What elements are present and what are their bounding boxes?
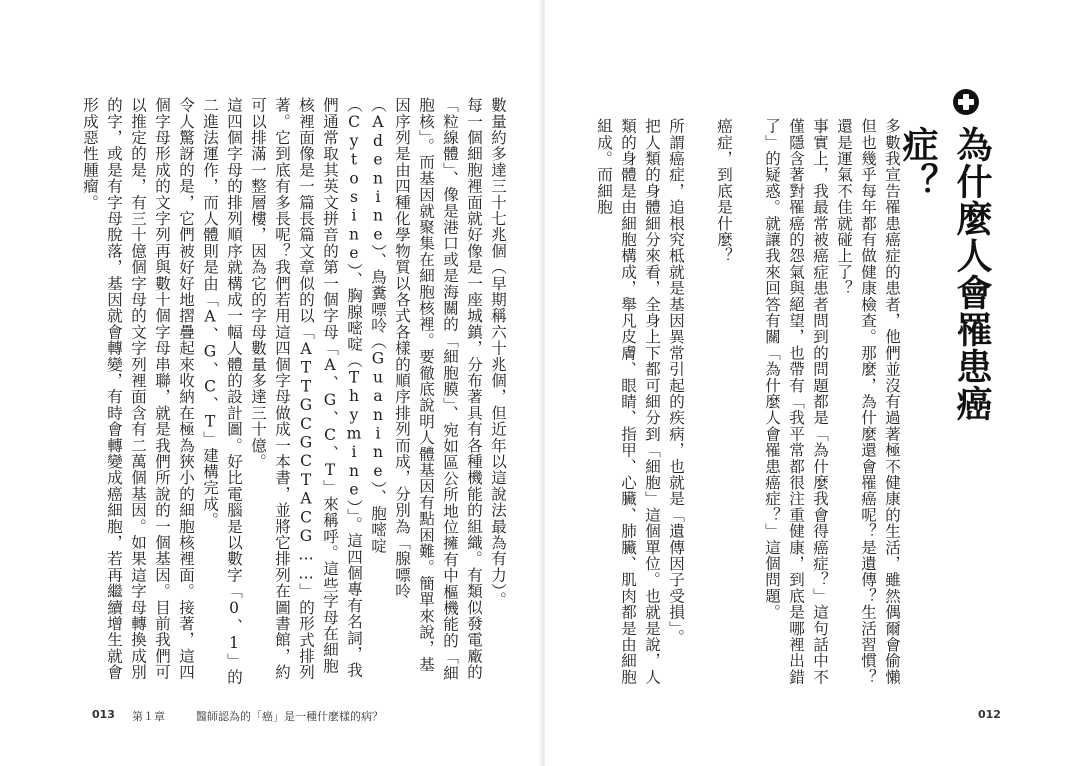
paragraph: 事實上，我最常被癌症患者問到的問題都是「為什麼我會得癌症？」這句話中不僅隱含著對罹癌的怨氣與絕望，也帶有「我平常都很注重健康，到底是哪裡出錯了」的疑惑。就讓我來回答有關「為什麼人會罹患癌症？」這個問題。 [763,118,829,685]
paragraph: 這四個字母的排列順序就構成一幅人體的設計圖。好比電腦是以數字「0、1」的二進法運作，而人體則是由「A、G、C、T」建構完成。 [201,97,243,686]
paragraph: 令人驚訝的是，它們被好好地摺疊起來收納在極為狹小的細胞核裡面。接著，這四個字母形成的文字列再與數十個字母串聯，就是我們所說的一個基因。目前我們可以推定的是，有三十億個字母的文字列裡面含有二萬個基因。如果這字母轉換成別的字，或是有字母脫落，基因就會轉變，有時會轉變成癌細胞，若再繼續增生就會形成惡性腫瘤。 [81,97,195,681]
chapter-section-title: 為什麼人會罹患癌症？ [897,126,992,422]
left-page [0,0,540,766]
running-header [132,708,383,724]
right-page-number: 012 [978,708,1001,721]
paragraph: 數量約多達三十七兆個（早期稱六十兆個，但近年以這說法最為有力）。 [489,97,507,608]
chapter-title: 醫師認為的「癌」是一種什麼樣的病？ [196,710,383,723]
section-subheading: 癌症，到底是什麼？ [715,118,733,264]
paragraph: 把人類的身體細分來看，全身上下都可細分到「細胞」這個單位。也就是說，人類的身體是由細胞構成，舉凡皮膚、眼睛、指甲、心臟、肺臟、肌肉都是由細胞組成。而細胞 [595,118,661,685]
plus-circle-icon [952,88,980,116]
right-page-body [590,118,904,696]
paragraph: 多數我宣告罹患癌症的患者，他們並沒有過著極不健康的生活，雖然偶爾會偷懶但也幾乎每年都有做健康檢查。那麼，為什麼還會罹癌呢？是遺傳？生活習慣？還是運氣不佳就碰上了？ [835,118,901,685]
left-page-body [81,97,510,687]
chapter-label: 第１章 [132,710,165,723]
paragraph: 每一個細胞裡面就好像是一座城鎮，分布著具有各種機能的組織。有類似發電廠的「粒線體」、像是港口或是海關的「細胞膜」、宛如區公所地位擁有中樞機能的「細胞核」。而基因就聚集在細胞核裡。要徹底說明人體基因有點困難。簡單來說，基因序列是由四種化學物質以各式各樣的順序排列而成，分別為「腺嘌呤（Adenine）、鳥糞嘌呤（Guanine）、胞嘧啶（Cytosine）、胸腺嘧啶（Thymine）」。這四個專有名詞，我們通常取其英文拼音的第一個字母「A、G、C、T」來稱呼。這些字母在細胞核裡面像是一篇長篇文章似的以「ATTGCGCTACG……」的形式排列著。它到底有多長呢？我們若用這四個字母做成一本書，並將它排列在圖書館，約可以排滿一整層樓，因為它的字母數量多達三十億。 [249,97,483,681]
left-page-number: 013 [92,708,115,721]
paragraph: 所謂癌症，追根究柢就是基因異常引起的疾病，也就是「遺傳因子受損」。 [667,118,685,645]
